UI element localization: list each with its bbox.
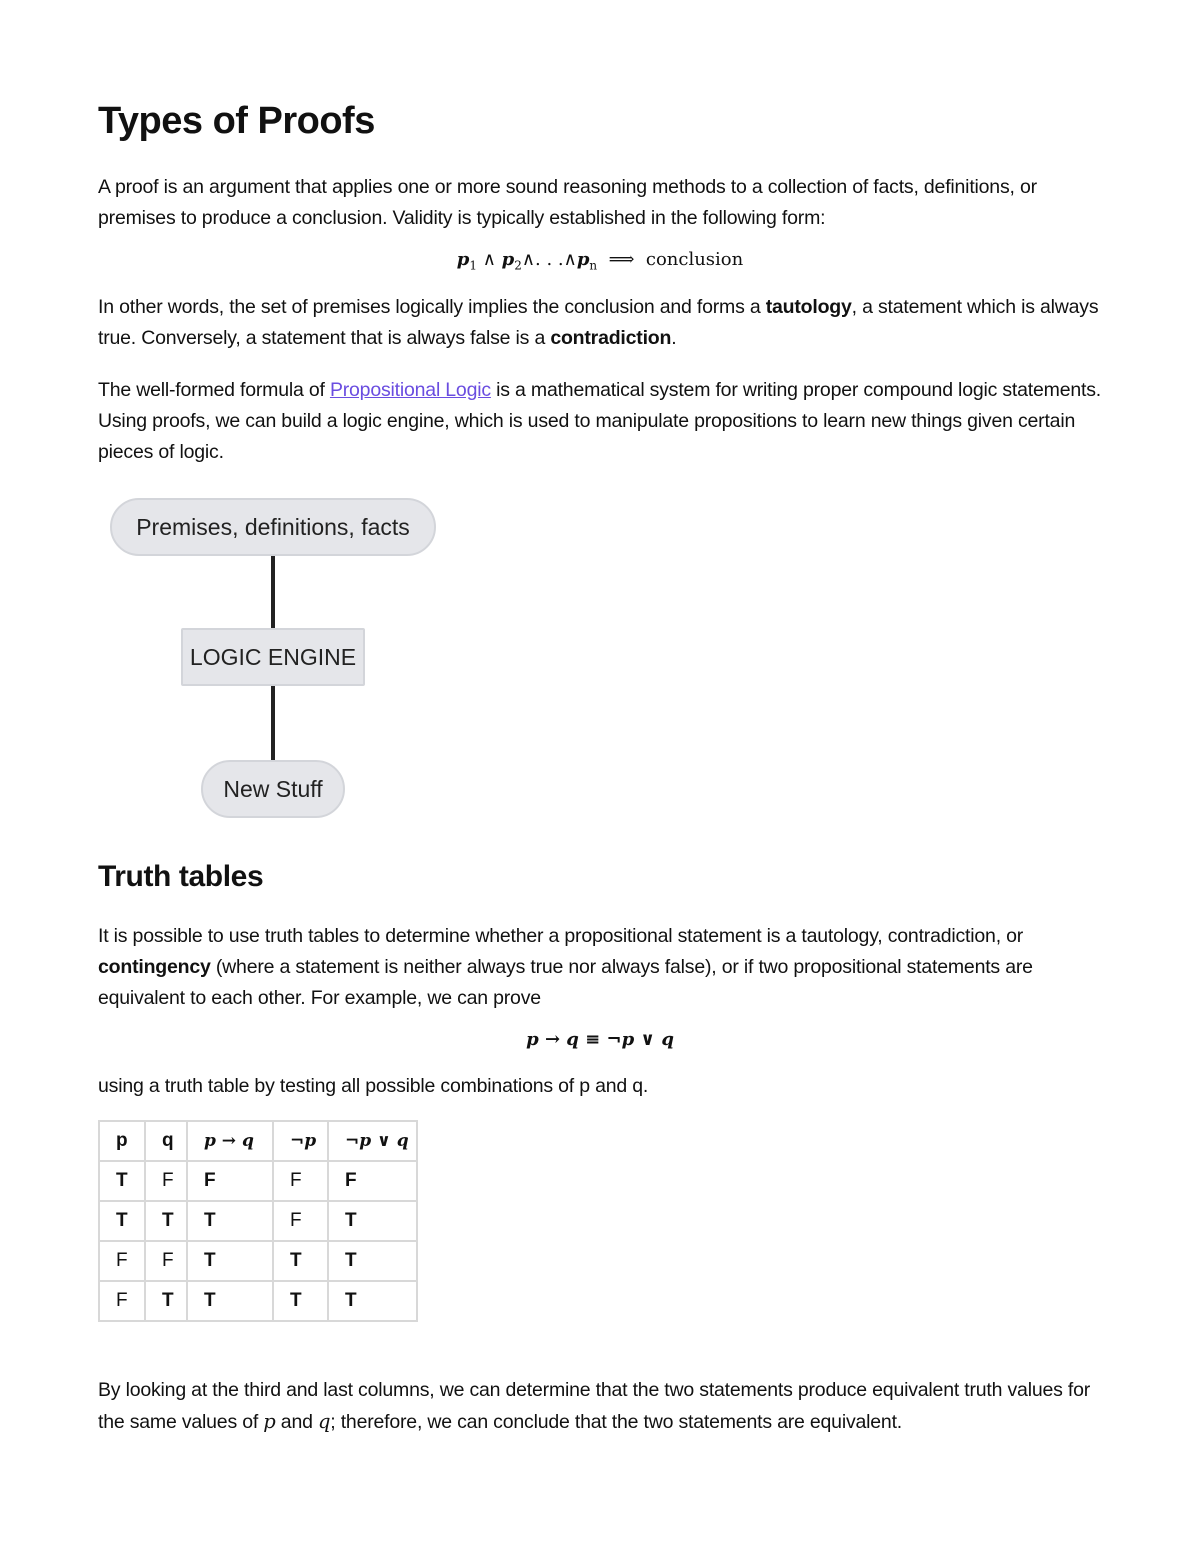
page-title: Types of Proofs <box>98 100 375 142</box>
column-header-not-p: ¬p <box>273 1121 328 1161</box>
contradiction-term: contradiction <box>550 327 672 349</box>
table-header-row <box>99 1121 417 1161</box>
table-cell: T <box>328 1241 417 1281</box>
table-row <box>99 1241 417 1281</box>
truth-table <box>98 1120 418 1322</box>
intro-paragraph: A proof is an argument that applies one or more sound reasoning methods to a collection of facts, definitions, or premises to produce a conclusion. Validity is typically established in the following form: <box>98 176 1037 229</box>
propositional-logic-paragraph: The well-formed formula of Propositional Logic is a mathematical system for writing proper compound logic statements. Using proofs, we can build a logic engine, which is used to manipulate propositions to learn new things given certain pieces of logic. <box>98 379 1101 463</box>
truth-table-intro: using a truth table by testing all possible combinations of p and q. <box>98 1075 649 1097</box>
table-row <box>99 1161 417 1201</box>
propositional-logic-link[interactable]: Propositional Logic <box>329 379 491 401</box>
conclusion-paragraph: By looking at the third and last columns, we can determine that the two statements produce equivalent truth values for the same values of p and q; therefore, we can conclude that the two statements are equivalent. <box>98 1379 1091 1433</box>
table-cell: F <box>99 1281 145 1321</box>
column-header-p-implies-q: p → q <box>187 1121 273 1161</box>
table-cell: T <box>328 1281 417 1321</box>
equivalence-formula: p → q ≡ ¬p ∨ q <box>526 1029 674 1050</box>
implication-formula: $p_1$ ∧ $p_2\wedge$. . $.\wedge p_n$ ⟹ conclusion <box>456 249 744 273</box>
table-cell: T <box>99 1161 145 1201</box>
table-row <box>99 1281 417 1321</box>
new-stuff-node: New Stuff <box>201 760 345 818</box>
table-cell: F <box>328 1161 417 1201</box>
truth-tables-paragraph: It is possible to use truth tables to determine whether a propositional statement is a tautology, contradiction, or contingency (where a statement is neither always true nor always false), or if two propositional statements are equivalent to each other. For example, we can prove <box>98 925 1033 1009</box>
table-row <box>99 1201 417 1241</box>
table-cell: F <box>273 1161 328 1201</box>
table-cell: F <box>145 1161 187 1201</box>
tautology-term: tautology <box>765 296 852 318</box>
table-cell: F <box>99 1241 145 1281</box>
table-cell: T <box>273 1281 328 1321</box>
table-cell: T <box>187 1201 273 1241</box>
connector-line-top <box>271 556 275 628</box>
premises-node: Premises, definitions, facts <box>110 498 436 556</box>
table-cell: T <box>273 1241 328 1281</box>
column-header-q: q <box>145 1121 187 1161</box>
section-heading-truth-tables: Truth tables <box>98 860 264 893</box>
logic-engine-node: LOGIC ENGINE <box>181 628 365 686</box>
column-header-not-p-or-q: ¬p ∨ q <box>328 1121 417 1161</box>
table-cell: T <box>99 1201 145 1241</box>
table-cell: T <box>145 1281 187 1321</box>
table-cell: T <box>187 1241 273 1281</box>
table-cell: T <box>187 1281 273 1321</box>
table-cell: T <box>145 1201 187 1241</box>
table-cell: F <box>145 1241 187 1281</box>
tautology-paragraph: In other words, the set of premises logically implies the conclusion and forms a tautology, a statement which is always true. Conversely, a statement that is always false is a contradiction. <box>98 296 1099 349</box>
table-cell: T <box>328 1201 417 1241</box>
table-cell: F <box>187 1161 273 1201</box>
column-header-p: p <box>99 1121 145 1161</box>
contingency-term: contingency <box>98 956 211 978</box>
table-cell: F <box>273 1201 328 1241</box>
connector-line-bottom <box>271 686 275 760</box>
